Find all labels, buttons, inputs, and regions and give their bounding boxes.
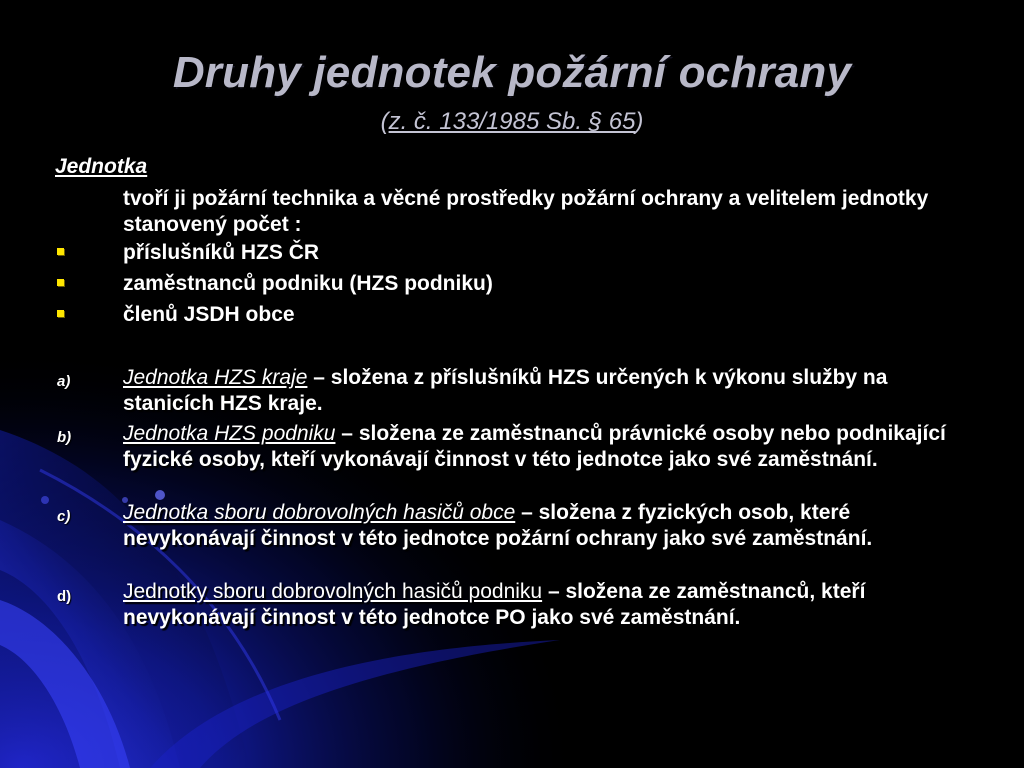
term-separator: – [335, 422, 359, 445]
bullet-text: zaměstnanců podniku (HZS podniku) [123, 272, 493, 295]
term-separator: – [542, 580, 566, 603]
list-item-text [123, 365, 973, 417]
bullet-item [0, 302, 1024, 330]
list-marker: b) [57, 429, 72, 446]
subtitle-close-paren: ) [635, 108, 644, 135]
unit-description: složena z příslušníků HZS určených k výkonu služby na stanicích HZS kraje. [123, 366, 888, 415]
law-reference: z. č. 133/1985 Sb. § 65 [388, 108, 636, 135]
term-separator: – [307, 366, 331, 389]
term-separator: – [515, 501, 539, 524]
bullet-square-icon [57, 279, 64, 286]
section-heading: Jednotka [55, 155, 148, 178]
list-marker: c) [57, 508, 71, 525]
list-marker: a) [57, 373, 71, 390]
bullet-item [0, 240, 1024, 268]
bullet-item [0, 271, 1024, 299]
subtitle-open-paren: ( [380, 108, 389, 135]
unit-term: Jednotka HZS podniku [123, 422, 336, 445]
unit-description: složena ze zaměstnanců, kteří nevykonávají činnost v této jednotce PO jako své zaměstnání. [123, 580, 866, 629]
unit-term: Jednotky sboru dobrovolných hasičů podniku [123, 580, 543, 603]
bullet-text: příslušníků HZS ČR [123, 241, 320, 264]
section-intro: tvoří ji požární technika a věcné prostředky požární ochrany a velitelem jednotky stanovený počet : [123, 187, 929, 236]
unit-term: Jednotka HZS kraje [123, 366, 308, 389]
list-marker: d) [57, 588, 72, 605]
slide-title: Druhy jednotek požární ochrany [172, 48, 852, 97]
bullet-text: členů JSDH obce [123, 303, 295, 326]
unit-description: složena z fyzických osob, které nevykonávají činnost v této jednotce požární ochrany jako své zaměstnání. [123, 501, 873, 550]
bullet-square-icon [57, 310, 64, 317]
bullet-square-icon [57, 248, 64, 255]
list-item-text [123, 579, 973, 631]
unit-term: Jednotka sboru dobrovolných hasičů obce [123, 501, 516, 524]
unit-description: složena ze zaměstnanců právnické osoby nebo podnikající fyzické osoby, kteří vykonávají činnost v této jednotce jako své zaměstnání. [123, 422, 946, 471]
list-item-text [123, 500, 973, 552]
list-item-text [123, 421, 973, 473]
